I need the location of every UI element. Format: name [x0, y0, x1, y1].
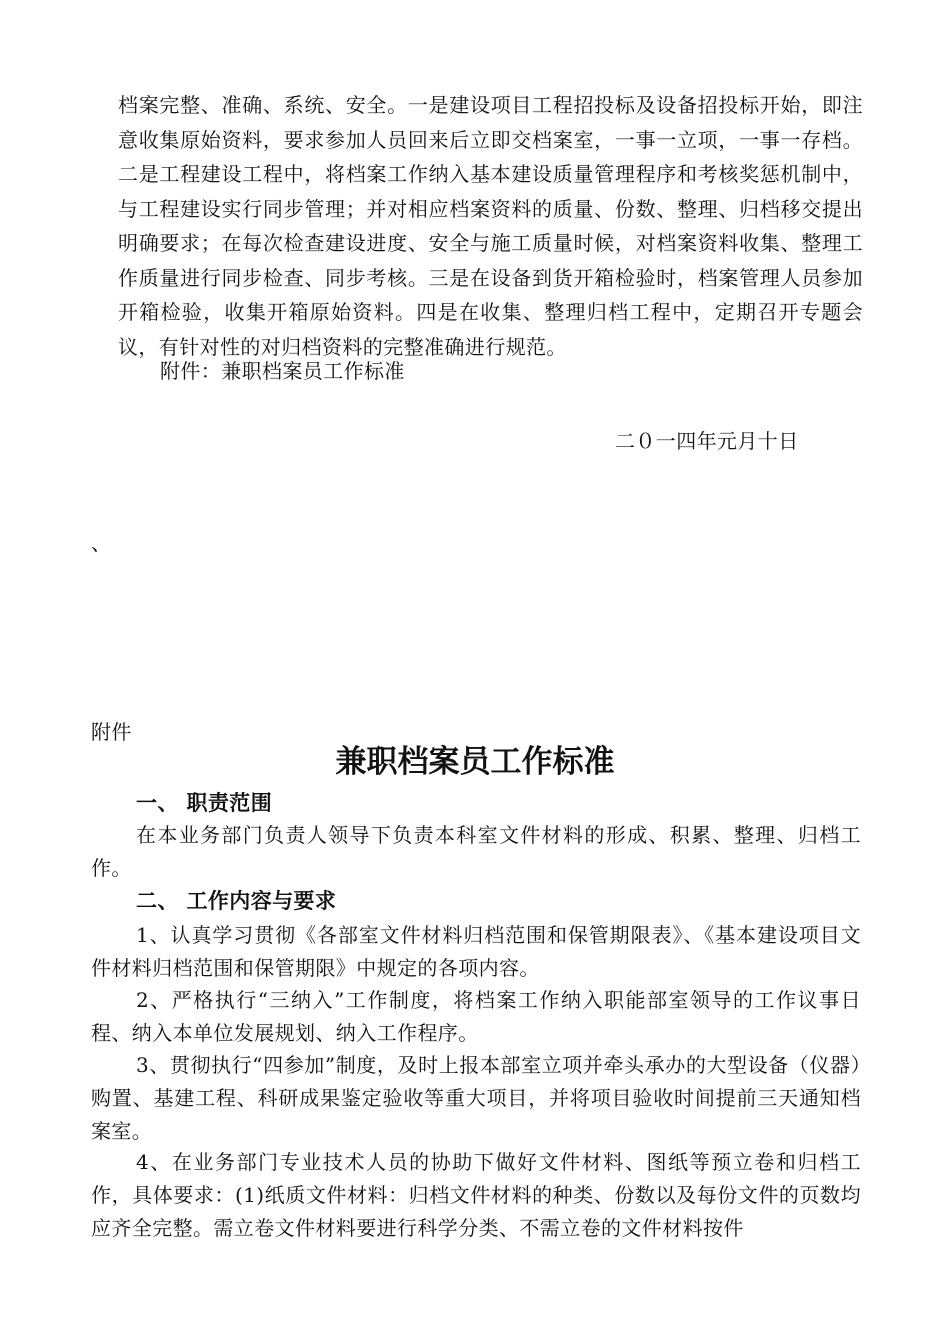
document-date: 二０一四年元月十日: [615, 429, 799, 453]
attachment-label: 附件: [91, 720, 132, 744]
stray-mark: 、: [91, 531, 112, 555]
requirement-item-4: 4、在业务部门专业技术人员的协助下做好文件材料、图纸等预立卷和归档工作，具体要求：(1)纸质文件材料：归档文件材料的种类、份数以及每份文件的页数均应齐全完整。需立卷文件材料要进行科学分类、不需立卷的文件材料按件: [91, 1150, 861, 1240]
section-heading-scope: 一、 职责范围: [136, 791, 273, 815]
document-title: 兼职档案员工作标准: [335, 744, 615, 780]
intro-paragraph: 档案完整、准确、系统、安全。一是建设项目工程招投标及设备招投标开始，即注意收集原始资料，要求参加人员回来后立即交档案室，一事一立项，一事一存档。二是工程建设工程中，将档案工作纳入基本建设质量管理程序和考核奖惩机制中，与工程建设实行同步管理；并对相应档案资料的质量、份数、整理、归档移交提出明确要求；在每次检查建设进度、安全与施工质量时候，对档案资料收集、整理工作质量进行同步检查、同步考核。三是在设备到货开箱检验时，档案管理人员参加开箱检验，收集开箱原始资料。四是在收集、整理归档工程中，定期召开专题会议，有针对性的对归档资料的完整准确进行规范。: [118, 93, 863, 359]
requirement-item-3: 3、贯彻执行“四参加”制度，及时上报本部室立项并牵头承办的大型设备（仪器）购置、基建工程、科研成果鉴定验收等重大项目，并将项目验收时间提前三天通知档案室。: [91, 1053, 861, 1143]
section-paragraph: 在本业务部门负责人领导下负责本科室文件材料的形成、积累、整理、归档工作。: [91, 823, 861, 880]
requirement-item-2: 2、严格执行“三纳入”工作制度，将档案工作纳入职能部室领导的工作议事日程、纳入本单位发展规划、纳入工作程序。: [91, 988, 861, 1045]
attachment-note: 附件：兼职档案员工作标准: [160, 359, 405, 383]
requirement-item-1: 1、认真学习贯彻《各部室文件材料归档范围和保管期限表》、《基本建设项目文件材料归档范围和保管期限》中规定的各项内容。: [91, 923, 861, 980]
section-heading-requirements: 二、 工作内容与要求: [136, 889, 337, 913]
